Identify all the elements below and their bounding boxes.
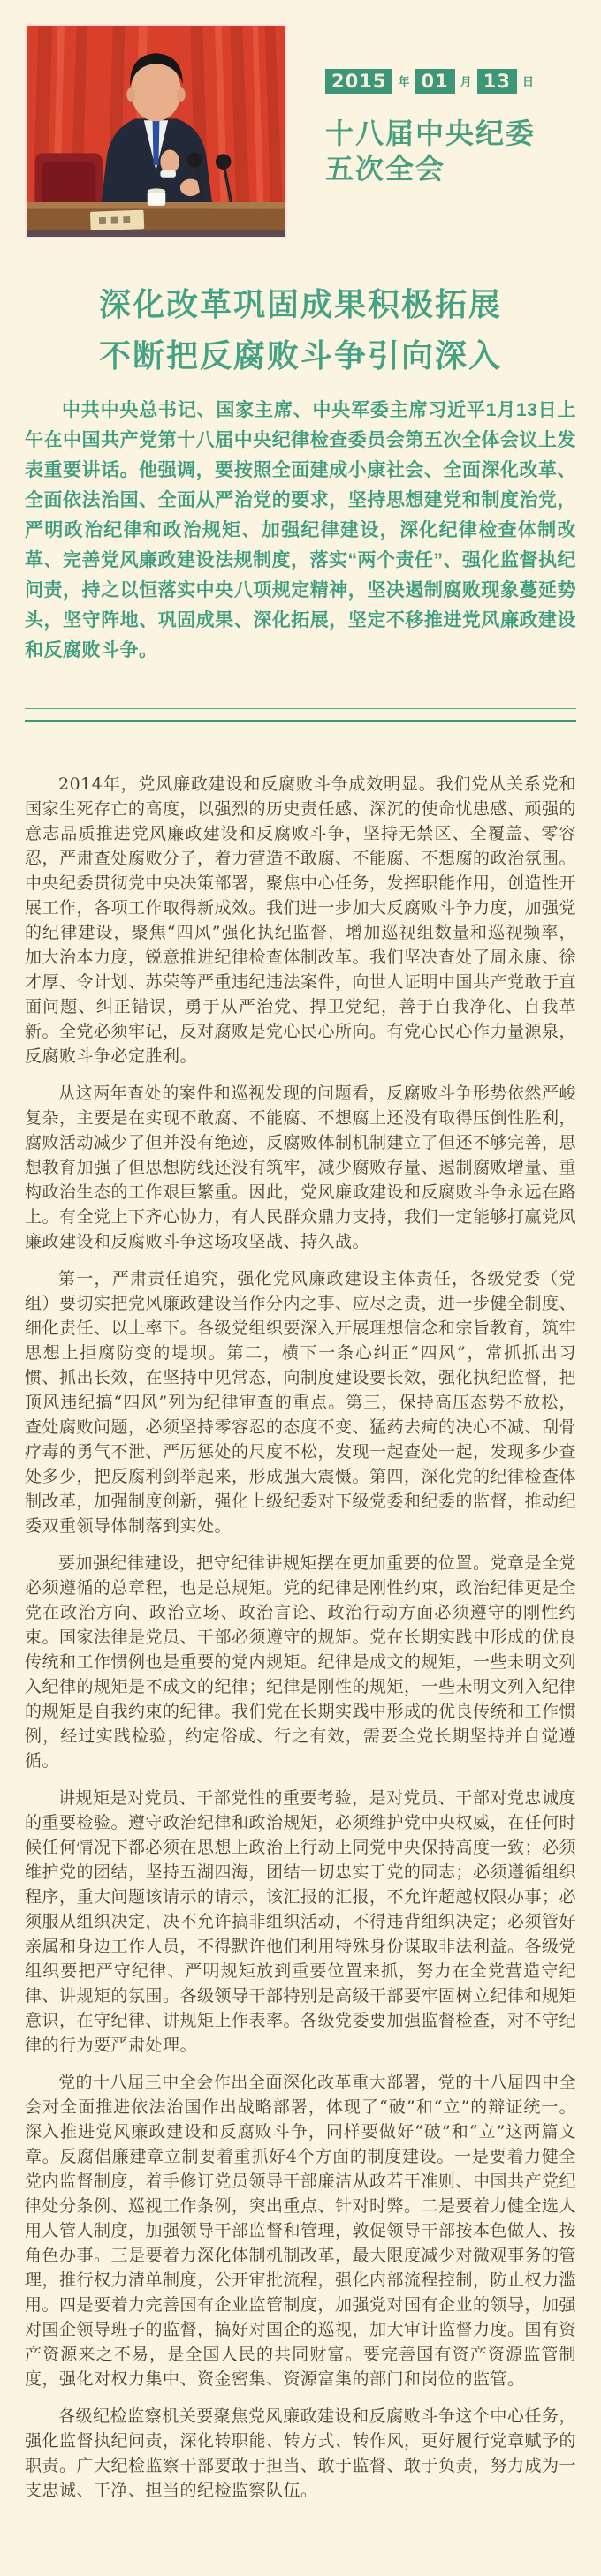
body-paragraph: 各级纪检监察机关要聚焦党风廉政建设和反腐败斗争这个中心任务，强化监督执纪问责，深化转职能、转方式、转作风，更好履行党章赋予的职责。广大纪检监察干部要敢于担当、敢于监督、敢于负责，努力成为一支忠诚、干净、担当的纪检监察队伍。 [25,2406,577,2500]
session-title [325,116,582,186]
body-paragraph: 从这两年查处的案件和巡视发现的问题看，反腐败斗争形势依然严峻复杂，主要是在实现不敢腐、不能腐、不想腐上还没有取得压倒性胜利，腐败活动减少了但并没有绝迹，反腐败体制机制建立了但还不够完善，思想教育加强了但思想防线还没有筑牢，减少腐败存量、遏制腐败增量、重构政治生态的工作艰巨繁重。因此，党风廉政建设和反腐败斗争永远在路上。有全党上下齐心协力，有人民群众鼎力支持，我们一定能够打赢党风廉政建设和反腐败斗争这场攻坚战、持久战。 [25,1084,577,1251]
header [0,0,601,240]
body-paragraph: 讲规矩是对党员、干部党性的重要考验，是对党员、干部对党忠诚度的重要检验。遵守政治纪律和政治规矩，必须维护党中央权威，在任何时候任何情况下都必须在思想上政治上行动上同党中央保持高度一致；必须维护党的团结，坚持五湖四海，团结一切忠实于党的同志；必须遵循组织程序，重大问题该请示的请示，该汇报的汇报，不允许超越权限办事；必须服从组织决定，决不允许搞非组织活动，不得违背组织决定；必须管好亲属和身边工作人员，不得默许他们利用特殊身份谋取非法利益。各级党组织要把严守纪律、严明规矩放到重要位置来抓，努力在全党营造守纪律、讲规矩的氛围。各级领导干部特别是高级干部要牢固树立纪律和规矩意识，在守纪律、讲规矩上作表率。各级党委要加强监督检查，对不守纪律的行为要严肃处理。 [25,1788,577,2055]
date [325,69,582,94]
date-month-badge: 01 [415,69,454,94]
body-paragraph: 2014年，党风廉政建设和反腐败斗争成效明显。我们党从关系党和国家生死存亡的高度，以强烈的历史责任感、深沉的使命忧患感、顽强的意志品质推进党风廉政建设和反腐败斗争，坚持无禁区、全覆盖、零容忍，严肃查处腐败分子，着力营造不敢腐、不能腐、不想腐的政治氛围。中央纪委贯彻党中央决策部署，聚焦中心任务，发挥职能作用，创造性开展工作，各项工作取得新成效。我们进一步加大反腐败斗争力度，加强党的纪律建设，聚焦“四风”强化执纪监督，增加巡视组数量和巡视频率，加大治本力度，锐意推进纪律检查体制改革。我们坚决查处了周永康、徐才厚、令计划、苏荣等严重违纪违法案件，向世人证明中国共产党敢于直面问题、纠正错误，勇于从严治党、捍卫党纪，善于自我净化、自我革新。全党必须牢记，反对腐败是党心民心所向。有党心民心作力量源泉，反腐败斗争必定胜利。 [25,774,577,1066]
body-paragraph: 要加强纪律建设，把守纪律讲规矩摆在更加重要的位置。党章是全党必须遵循的总章程，也是总规矩。党的纪律是刚性约束，政治纪律更是全党在政治方向、政治立场、政治言论、政治行动方面必须遵守的刚性约束。国家法律是党员、干部必须遵守的规矩。党在长期实践中形成的优良传统和工作惯例也是重要的党内规矩。纪律是成文的规矩，一些未明文列入纪律的规矩是不成文的纪律；纪律是刚性的规矩，一些未明文列入纪律的规矩是自我约束的纪律。我们党在长期实践中形成的优良传统和工作惯例，经过实践检验，约定俗成、行之有效，需要全党长期坚持并自觉遵循。 [25,1553,577,1771]
meeting-photo-illustration [27,26,285,237]
meeting-photo [25,24,287,238]
body-paragraph: 党的十八届三中全会作出全面深化改革重大部署，党的十八届四中全会对全面推进依法治国作出战略部署，体现了“破”和“立”的辩证统一。深入推进党风廉政建设和反腐败斗争，同样要做好“破”和“立”这两篇文章。反腐倡廉建章立制要着重抓好4个方面的制度建设。一是要着力健全党内监督制度，着手修订党员领导干部廉洁从政若干准则、中国共产党纪律处分条例、巡视工作条例，突出重点、针对时弊。二是要着力健全选人用人管人制度，加强领导干部监督和管理，敦促领导干部按本色做人、按角色办事。三是要着力深化体制机制改革，最大限度减少对微观事务的管理，推行权力清单制度，公开审批流程，强化内部流程控制，防止权力滥用。四是要着力完善国有企业监管制度，加强党对国有企业的领导，加强对国企领导班子的监督，搞好对国企的巡视，加大审计监督力度。国有资产资源来之不易，是全国人民的共同财富。要完善国有资产资源监管制度，强化对权力集中、资金密集、资源富集的部门和岗位的监管。 [25,2073,577,2389]
headline-line2: 不断把反腐败斗争引向深入 [98,337,502,374]
divider-thick-rule [25,720,576,722]
divider-thin-rule [25,708,576,709]
date-day-badge: 13 [477,69,517,94]
divider [25,708,576,722]
body-paragraph: 第一，严肃责任追究，强化党风廉政建设主体责任，各级党委（党组）要切实把党风廉政建设当作分内之事、应尽之责，进一步健全制度、细化责任、以上率下。各级党组织要深入开展理想信念和宗旨教育，筑牢思想上拒腐防变的堤坝。第二，横下一条心纠正“四风”，常抓抓出习惯、抓出长效，在坚持中见常态，向制度建设要长效，强化执纪监督，把顶风违纪搞“四风”列为纪律审查的重点。第三，保持高压态势不放松，查处腐败问题，必须坚持零容忍的态度不变、猛药去疴的决心不减、刮骨疗毒的勇气不泄、严厉惩处的尺度不松，发现一起查处一起，发现多少查处多少，把反腐利剑举起来，形成强大震慑。第四，深化党的纪律检查体制改革，加强制度创新，强化上级纪委对下级党委和纪委的监督，推动纪委双重领导体制落到实处。 [25,1269,577,1536]
article-body [25,772,576,2503]
date-month-unit: 月 [460,75,472,88]
session-title-line1: 十八届中央纪委 [325,117,536,149]
intro-paragraph: 中共中央总书记、国家主席、中央军委主席习近平1月13日上午在中国共产党第十八届中央纪律检查委员会第五次全体会议上发表重要讲话。他强调，要按照全面建成小康社会、全面深化改革、全面依法治国、全面从严治党的要求，坚持思想建党和制度治党，严明政治纪律和政治规矩、加强纪律建设，深化纪律检查体制改革、完善党风廉政建设法规制度，落实“两个责任”、强化监督执纪问责，持之以恒落实中央八项规定精神，坚决遏制腐败现象蔓延势头，坚守阵地、巩固成果、深化拓展，坚定不移推进党风廉政建设和反腐败斗争。 [25,400,576,661]
header-right [325,69,582,186]
headline [27,279,574,381]
session-title-line2: 五次全会 [325,153,446,185]
date-year-unit: 年 [398,75,410,88]
date-year-badge: 2015 [325,69,392,94]
headline-line1: 深化改革巩固成果积极拓展 [98,286,502,323]
date-day-unit: 日 [521,75,534,88]
